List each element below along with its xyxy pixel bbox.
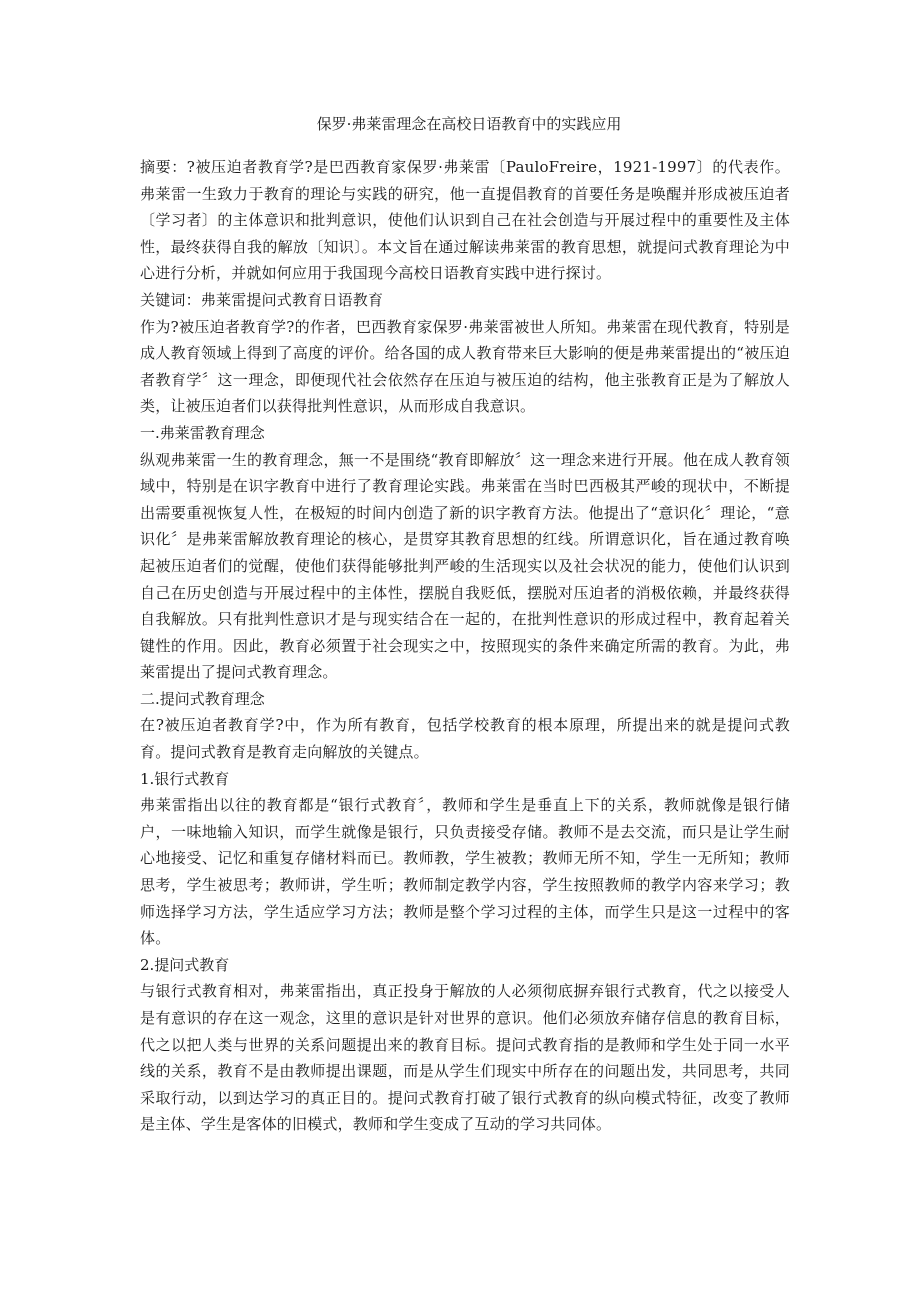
- section-heading-2: 二.提问式教育理念: [140, 689, 265, 708]
- document-title: 保罗·弗莱雷理念在高校日语教育中的实践应用: [316, 115, 622, 133]
- intro-paragraph: 作为?被压迫者教育学?的作者，巴西教育家保罗·弗莱雷被世人所知。弗莱雷在现代教育，特别是成人教育领域上得到了高度的评价。给各国的成人教育带来巨大影响的便是弗莱雷提出的“被压迫者教育学〞这一理念，即便现代社会依然存在压迫与被压迫的结构，他主张教育正是为了解放人类，让被压迫者们以获得批判性意识，从而形成自我意识。: [140, 317, 790, 416]
- keywords-line: 关键词：弗莱雷提问式教育日语教育: [140, 290, 384, 309]
- abstract-paragraph: 摘要：?被压迫者教育学?是巴西教育家保罗·弗莱雷〔PauloFreire，1921-1997〕的代表作。弗莱雷一生致力于教育的理论与实践的研究，他一直提倡教育的首要任务是唤醒并形成被压迫者〔学习者〕的主体意识和批判意识，使他们认识到自己在社会创造与开展过程中的重要性及主体性，最终获得自我的解放〔知识〕。本文旨在通过解读弗莱雷的教育思想，就提问式教育理论为中心进行分析，并就如何应用于我国现今高校日语教育实践中进行探讨。: [140, 158, 790, 283]
- document-body: [140, 112, 790, 1138]
- subsection-heading-2: 2.提问式教育: [140, 955, 230, 974]
- section-2-paragraph: 在?被压迫者教育学?中，作为所有教育，包括学校教育的根本原理，所提出来的就是提问式教育。提问式教育是教育走向解放的关键点。: [140, 716, 790, 762]
- section-heading-1: 一.弗莱雷教育理念: [140, 423, 265, 442]
- subsection-1-paragraph: 弗莱雷指出以往的教育都是“银行式教育〞，教师和学生是垂直上下的关系，教师就像是银行储户，一味地输入知识，而学生就像是银行，只负责接受存储。教师不是去交流，而只是让学生耐心地接受、记忆和重复存储材料而已。教师教，学生被教；教师无所不知，学生一无所知；教师思考，学生被思考；教师讲，学生听；教师制定教学内容，学生按照教师的教学内容来学习；教师选择学习方法，学生适应学习方法；教师是整个学习过程的主体，而学生只是这一过程中的客体。: [140, 796, 790, 948]
- subsection-2-paragraph: 与银行式教育相对，弗莱雷指出，真正投身于解放的人必须彻底摒弃银行式教育，代之以接受人是有意识的存在这一观念，这里的意识是针对世界的意识。他们必须放弃储存信息的教育目标，代之以把人类与世界的关系问题提出来的教育目标。提问式教育指的是教师和学生处于同一水平线的关系，教育不是由教师提出课题，而是从学生们现实中所存在的问题出发，共同思考，共同采取行动，以到达学习的真正目的。提问式教育打破了银行式教育的纵向模式特征，改变了教师是主体、学生是客体的旧模式，教师和学生变成了互动的学习共同体。: [140, 982, 790, 1134]
- section-1-paragraph: 纵观弗莱雷一生的教育理念，無一不是围绕“教育即解放〞这一理念来进行开展。他在成人教育领域中，特别是在识字教育中进行了教育理论实践。弗莱雷在当时巴西极其严峻的现状中，不断提出需要重视恢复人性，在极短的时间内创造了新的识字教育方法。他提出了“意识化〞理论，“意识化〞是弗莱雷解放教育理论的核心，是贯穿其教育思想的红线。所谓意识化，旨在通过教育唤起被压迫者们的觉醒，使他们获得能够批判严峻的生活现实以及社会状况的能力，使他们认识到自己在历史创造与开展过程中的主体性，摆脱自我贬低，摆脱对压迫者的消极依赖，并最终获得自我解放。只有批判性意识才是与现实结合在一起的，在批判性意识的形成过程中，教育起着关键性的作用。因此，教育必须置于社会现实之中，按照现实的条件来确定所需的教育。为此，弗莱雷提出了提问式教育理念。: [140, 450, 790, 682]
- subsection-heading-1: 1.银行式教育: [140, 769, 230, 788]
